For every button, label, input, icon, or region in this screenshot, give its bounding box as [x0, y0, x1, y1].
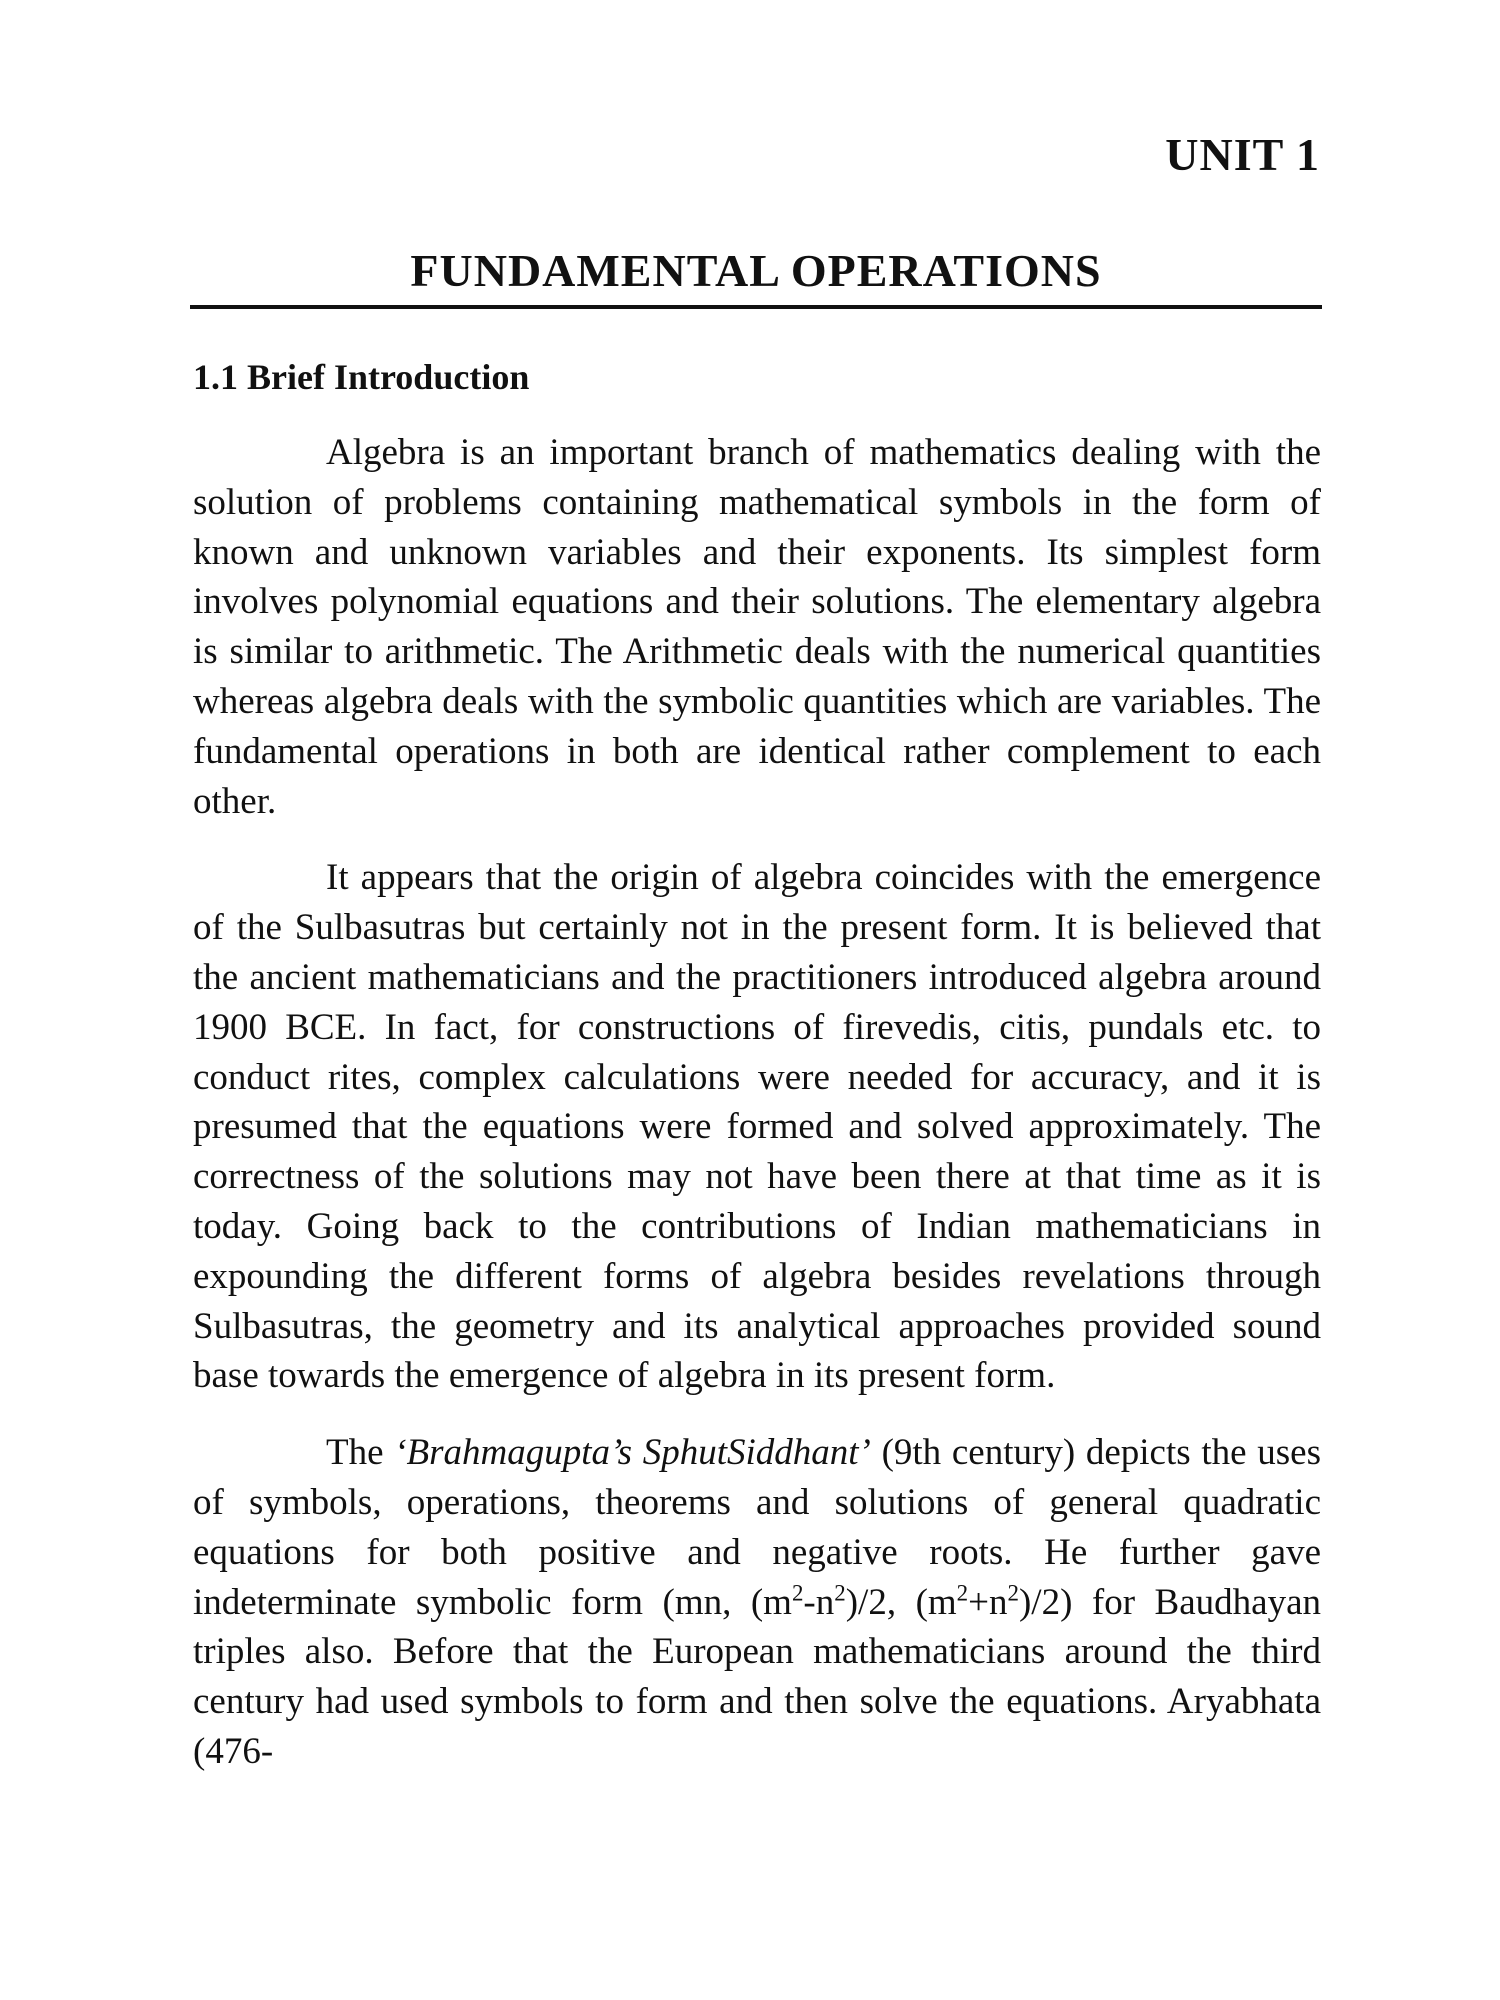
superscript-3: 2 [956, 1579, 969, 1605]
section-heading: 1.1 Brief Introduction [193, 357, 530, 397]
superscript-1: 2 [791, 1579, 804, 1605]
chapter-title: FUNDAMENTAL OPERATIONS [410, 245, 1102, 296]
paragraph-2: It appears that the origin of algebra coincides with the emergence of the Sulbasutras but certainly not in the present form. It is believed that the ancient mathematicians and the practitioners introduced algebra around 1900 BCE. In fact, for constructions of firevedis, citis, pundals etc. to conduct rites, complex calculations were needed for accuracy, and it is presumed that the equations were formed and solved approximately. The correctness of the solutions may not have been there at that time as it is today. Going back to the contributions of Indian mathematicians in expounding the different forms of algebra besides revelations through Sulbasutras, the geometry and its analytical approaches provided sound base towards the emergence of algebra in its present form. [193, 857, 1321, 1397]
title-divider [190, 305, 1322, 309]
paragraph-3-text-a: (9th century) depicts the uses of symbols, operations, theorems and solutions of general quadratic equations for both positive and negative roots. He further gave indeterminate symbolic form (mn, (m [193, 1432, 1321, 1623]
paragraph-1: Algebra is an important branch of mathematics dealing with the solution of problems containing mathematical symbols in the form of known and unknown variables and their exponents. Its simplest form involves polynomial equations and their solutions. The elementary algebra is similar to arithmetic. The Arithmetic deals with the numerical quantities whereas algebra deals with the symbolic quantities which are variables. The fundamental operations in both are identical rather complement to each other. [193, 432, 1321, 822]
superscript-2: 2 [834, 1579, 846, 1605]
work-title: ‘Brahmagupta’s SphutSiddhant’ [394, 1432, 871, 1474]
body-text [193, 428, 1321, 1777]
paragraph-3-text-b: -n [803, 1581, 835, 1623]
unit-label: UNIT 1 [1165, 129, 1320, 180]
paragraph-3 [193, 1428, 1321, 1777]
paragraph-3-text-d: +n [968, 1581, 1008, 1623]
superscript-4: 2 [1007, 1579, 1019, 1605]
paragraph-3-lead: The [326, 1432, 395, 1474]
paragraph-3-text-c: )/2, (m [845, 1581, 957, 1623]
paragraph-3-text-e: )/2) for Baudhayan triples also. Before that the European mathematicians around the third century had used symbols to form and then solve the equations. Aryabhata (476- [193, 1581, 1321, 1772]
